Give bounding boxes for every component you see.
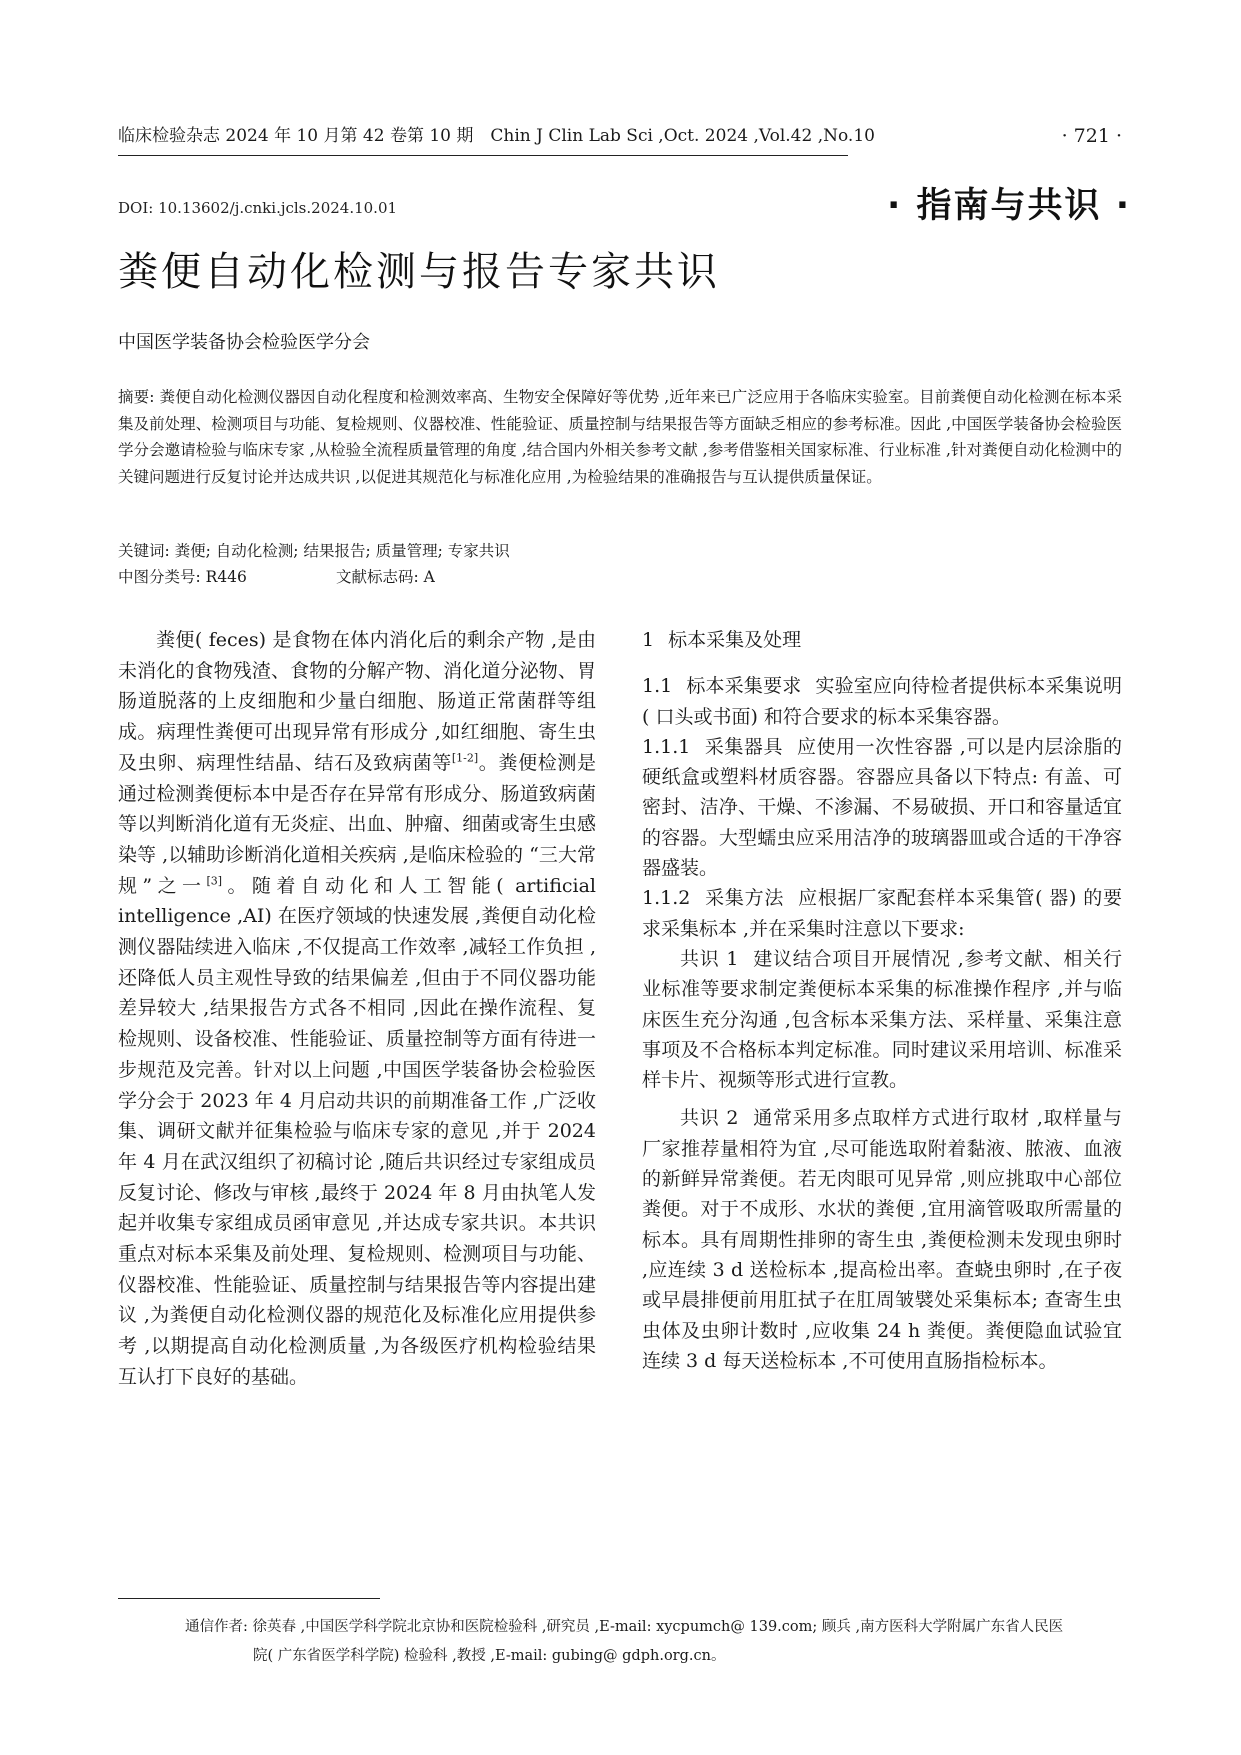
section-label: · 指南与共识 · [887, 186, 1131, 226]
intro-text-2: 。粪便检测是通过检测粪便标本中是否存在异常有形成分、肠道致病菌等以判断消化道有无炎症、出血、肿瘤、细菌或寄生虫感染等 ,以辅助诊断消化道相关疾病 ,是临床检验的 “三大常规”之一 [118, 751, 596, 897]
consensus-label: 共识 2 [680, 1107, 739, 1130]
consensus-1 [642, 944, 1122, 1095]
running-header [118, 118, 1122, 154]
corresponding-author-footnote [185, 1613, 1125, 1671]
subsection-title: 标本采集要求 [686, 675, 802, 698]
intro-paragraph [118, 625, 596, 1393]
subsection-title: 采集器具 [704, 735, 783, 758]
subsection-1-1-1 [642, 732, 1122, 883]
intro-text-3: 。随着自动化和人工智能( artificial intelligence ,AI) 在医疗领域的快速发展 ,粪便自动化检测仪器陆续进入临床 ,不仅提高工作效率 ,减轻工作负担 ,还降低人员主观性导致的结果偏差 ,但由于不同仪器功能差异较大 ,结果报告方式各不相同 ,因此在操作流程、复检规则、设备校准、性能验证、质量控制等方面有待进一步规范及完善。针对以上问题 ,中国医学装备协会检验医学分会于 2023 年 4 月启动共识的前期准备工作 ,广泛收集、调研文献并征集检验与临床专家的意见 ,并于 2024 年 4 月在武汉组织了初稿讨论 ,随后共识经过专家组成员反复讨论、修改与审核 ,最终于 2024 年 8 月由执笔人发起并收集专家组成员函审意见 ,并达成专家共识。本共识重点对标本采集及前处理、复检规则、检测项目与功能、仪器校准、性能验证、质量控制与结果报告等内容提出建议 ,为粪便自动化检测仪器的规范化及标准化应用提供参考 ,以期提高自动化检测质量 ,为各级医疗机构检验结果互认打下良好的基础。 [118, 874, 596, 1388]
citation: [3] [206, 874, 223, 888]
subsection-number: 1.1.2 [642, 887, 691, 910]
classification-line [118, 564, 435, 590]
section-heading [642, 625, 1122, 655]
footnote-line-2: 院( 广东省医学科学院) 检验科 ,教授 ,E-mail: gubing@ gdph.org.cn。 [253, 1648, 726, 1664]
abstract: 摘要: 粪便自动化检测仪器因自动化程度和检测效率高、生物安全保障好等优势 ,近年来已广泛应用于各临床实验室。目前粪便自动化检测在标本采集及前处理、检测项目与功能、复检规则、仪器校准、性能验证、质量控制与结果报告等方面缺乏相应的参考标准。因此 ,中国医学装备协会检验医学分会邀请检验与临床专家 ,从检验全流程质量管理的角度 ,结合国内外相关参考文献 ,参考借鉴相关国家标准、行业标准 ,针对粪便自动化检测中的关键问题进行反复讨论并达成共识 ,以促进其规范化与标准化应用 ,为检验结果的准确报告与互认提供质量保证。 [118, 388, 1122, 486]
header-rule [118, 155, 848, 156]
keywords: 关键词: 粪便; 自动化检测; 结果报告; 质量管理; 专家共识 [118, 542, 510, 560]
footnote-rule [118, 1598, 380, 1599]
consensus-2 [642, 1103, 1122, 1376]
classification-number: 中图分类号: R446 [118, 568, 247, 586]
page-number: · 721 · [1061, 125, 1122, 147]
subsection-text: 实验室应向待检者提供标本采集说明( 口头或书面) 和符合要求的标本采集容器。 [642, 675, 1122, 728]
consensus-text: 建议结合项目开展情况 ,参考文献、相关行业标准等要求制定粪便标本采集的标准操作程序 ,并与临床医生充分沟通 ,包含标本采集方法、采样量、采集注意事项及不合格标本判定标准。同时建议采用培训、标准采样卡片、视频等形式进行宣教。 [642, 947, 1122, 1092]
subsection-number: 1.1.1 [642, 735, 691, 758]
footnote-line-1: 通信作者: 徐英春 ,中国医学科学院北京协和医院检验科 ,研究员 ,E-mail: xycpumch@ 139.com; 顾兵 ,南方医科大学附属广东省人民医 [185, 1619, 1064, 1635]
section-title: 标本采集及处理 [668, 629, 802, 651]
consensus-label: 共识 1 [680, 947, 739, 970]
subsection-text: 应根据厂家配套样本采集管( 器) 的要求采集标本 ,并在采集时注意以下要求: [642, 887, 1122, 940]
subsection-text: 应使用一次性容器 ,可以是内层涂脂的硬纸盒或塑料材质容器。容器应具备以下特点: 有盖、可密封、洁净、干燥、不渗漏、不易破损、开口和容量适宜的容器。大型蠕虫应采用洁净的玻璃器皿或合适的干净容器盛装。 [642, 735, 1122, 880]
subsection-1-1 [642, 671, 1122, 732]
intro-text-1: 粪便( feces) 是食物在体内消化后的剩余产物 ,是由未消化的食物残渣、食物的分解产物、消化道分泌物、胃肠道脱落的上皮细胞和少量白细胞、肠道正常菌群等组成。病理性粪便可出现异常有形成分 ,如红细胞、寄生虫及虫卵、病理性结晶、结石及致病菌等 [118, 629, 596, 774]
consensus-text: 通常采用多点取样方式进行取材 ,取样量与厂家推荐量相符为宜 ,尽可能选取附着黏液、脓液、血液的新鲜异常粪便。若无肉眼可见异常 ,则应挑取中心部位粪便。对于不成形、水状的粪便 ,宜用滴管吸取所需量的标本。具有周期性排卵的寄生虫 ,粪便检测未发现虫卵时 ,应连续 3 d 送检标本 ,提高检出率。查蛲虫卵时 ,在子夜或早晨排便前用肛拭子在肛周皱襞处采集标本; 查寄生虫虫体及虫卵计数时 ,应收集 24 h 粪便。粪便隐血试验宜连续 3 d 每天送检标本 ,不可使用直肠指检标本。 [642, 1107, 1122, 1372]
section-number: 1 [642, 629, 655, 651]
subsection-1-1-2 [642, 883, 1122, 944]
right-column [642, 625, 1122, 1376]
article-title: 粪便自动化检测与报告专家共识 [118, 249, 720, 295]
left-column [118, 625, 596, 1393]
subsection-number: 1.1 [642, 675, 673, 698]
journal-info: 临床检验杂志 2024 年 10 月第 42 卷第 10 期 Chin J Clin Lab Sci ,Oct. 2024 ,Vol.42 ,No.10 [118, 126, 875, 146]
citation: [1-2] [451, 751, 479, 765]
subsection-title: 采集方法 [704, 887, 785, 910]
author: 中国医学装备协会检验医学分会 [118, 332, 370, 353]
document-code: 文献标志码: A [336, 568, 435, 586]
doi: DOI: 10.13602/j.cnki.jcls.2024.10.01 [118, 199, 398, 217]
